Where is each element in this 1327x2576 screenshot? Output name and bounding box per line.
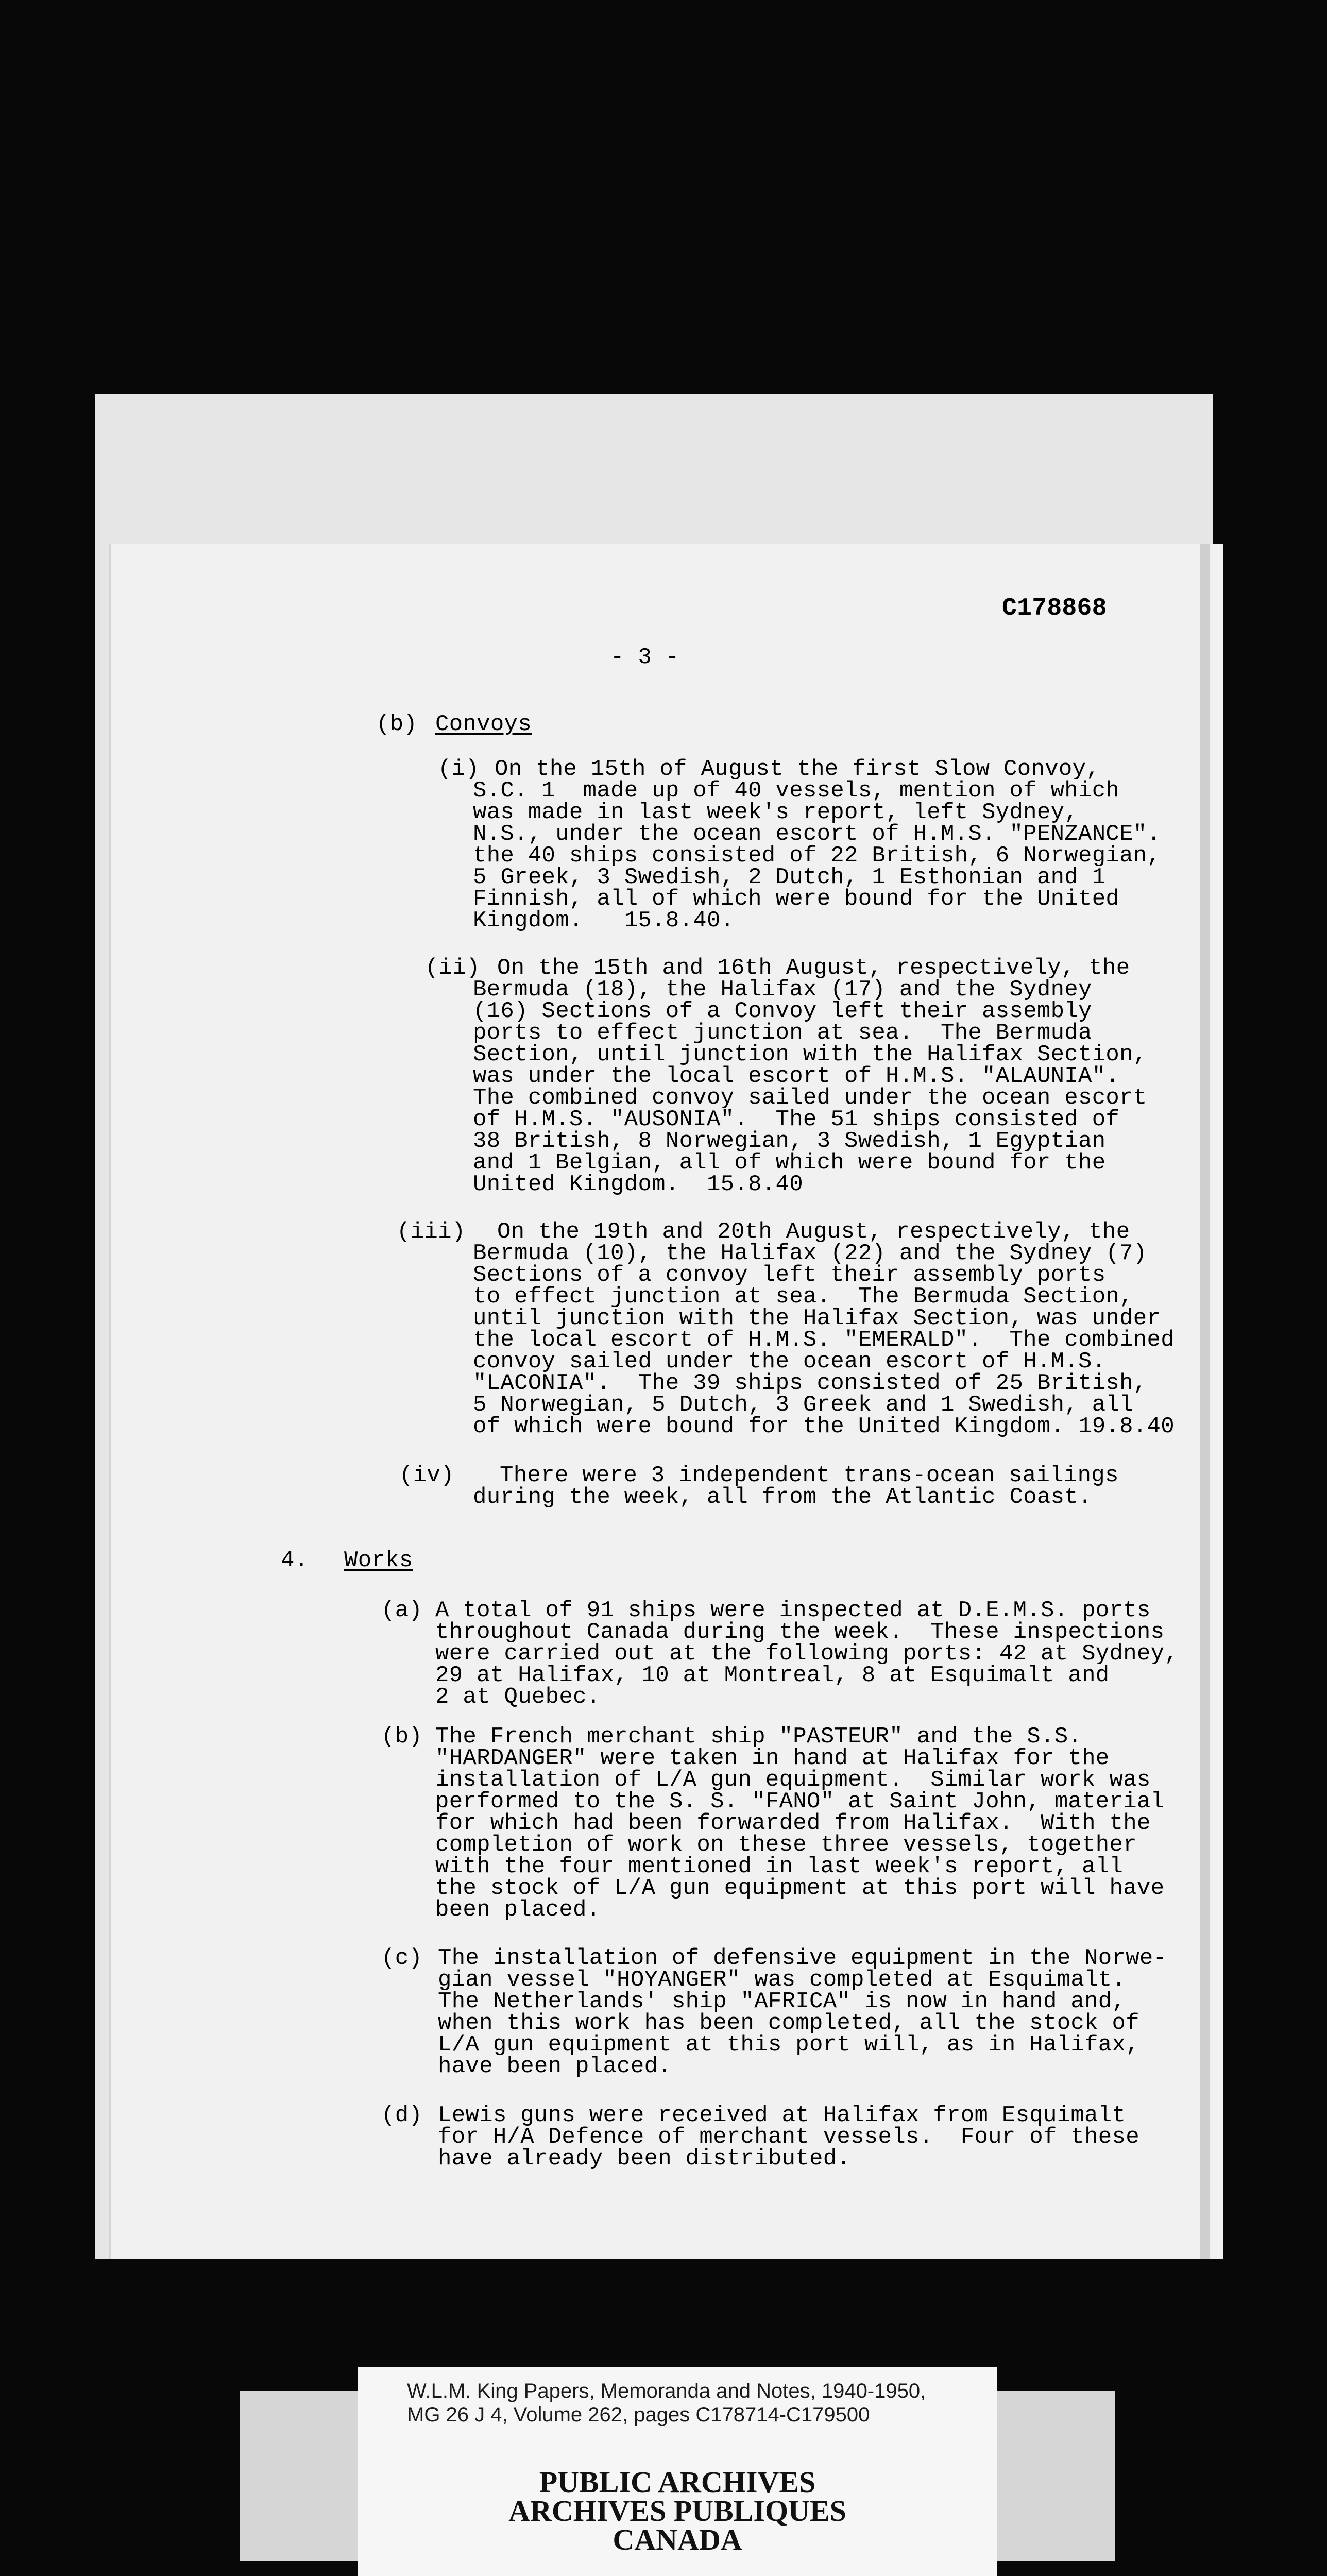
reference-number: C178868	[1002, 595, 1107, 622]
text-line: been placed.	[435, 1897, 601, 1923]
text-line: Section, until junction with the Halifax Section,	[473, 1042, 1147, 1067]
text-line: United Kingdom. 15.8.40	[473, 1172, 803, 1197]
text-line: of which were bound for the United Kingdom. 19.8.40	[473, 1414, 1175, 1439]
text-line: ports to effect junction at sea. The Bermuda	[473, 1020, 1092, 1046]
text-line: S.C. 1 made up of 40 vessels, mention of which	[473, 778, 1120, 804]
archive-citation-line: W.L.M. King Papers, Memoranda and Notes, 1940-1950,	[407, 2380, 926, 2402]
works-heading: Works	[344, 1548, 413, 1573]
text-line: The French merchant ship "PASTEUR" and the S.S.	[435, 1724, 1082, 1750]
text-line: to effect junction at sea. The Bermuda Section,	[473, 1284, 1133, 1310]
text-line: The Netherlands' ship "AFRICA" is now in hand and,	[438, 1989, 1126, 2014]
text-line: throughout Canada during the week. These inspections	[435, 1619, 1165, 1645]
text-line: "LACONIA". The 39 ships consisted of 25 British,	[473, 1370, 1147, 1396]
text-line: the 40 ships consisted of 22 British, 6 Norwegian,	[473, 843, 1161, 869]
text-line: N.S., under the ocean escort of H.M.S. "PENZANCE".	[473, 821, 1161, 847]
convoys-label: (b)	[376, 711, 418, 737]
text-line: Kingdom. 15.8.40.	[473, 908, 735, 934]
text-line: Bermuda (18), the Halifax (17) and the Sydney	[473, 977, 1092, 1003]
text-line: for which had been forwarded from Halifax. With the	[435, 1810, 1151, 1836]
text-line: the local escort of H.M.S. "EMERALD". The combined	[473, 1327, 1175, 1353]
page-edge	[1200, 544, 1210, 2259]
text-line: 5 Norwegian, 5 Dutch, 3 Greek and 1 Swedish, all	[473, 1392, 1133, 1418]
text-line: installation of L/A gun equipment. Similar work was	[435, 1767, 1151, 1793]
text-line: with the four mentioned in last week's report, all	[435, 1854, 1124, 1879]
page-number: - 3 -	[610, 645, 679, 670]
text-line: performed to the S. S. "FANO" at Saint John, material	[435, 1789, 1165, 1815]
text-line: during the week, all from the Atlantic Coast.	[473, 1484, 1092, 1510]
text-line: for H/A Defence of merchant vessels. Four of these	[438, 2124, 1139, 2150]
text-line: of H.M.S. "AUSONIA". The 51 ships consisted of	[473, 1107, 1120, 1132]
archive-stamp-line: PUBLIC ARCHIVES	[539, 2465, 816, 2499]
text-line: Bermuda (10), the Halifax (22) and the Sydney (7)	[473, 1241, 1147, 1266]
text-line: A total of 91 ships were inspected at D.E.M.S. ports	[435, 1598, 1151, 1623]
text-line: Sections of a convoy left their assembly ports	[473, 1262, 1106, 1288]
text-line: Lewis guns were received at Halifax from Esquimalt	[438, 2103, 1126, 2128]
text-line: when this work has been completed, all the stock of	[438, 2010, 1139, 2036]
archive-citation-line: MG 26 J 4, Volume 262, pages C178714-C179500	[407, 2403, 870, 2426]
convoy-item-number: (ii)	[425, 955, 480, 981]
convoy-item-number: (iv)	[399, 1463, 454, 1488]
text-line: 5 Greek, 3 Swedish, 2 Dutch, 1 Esthonian and 1	[473, 865, 1106, 890]
text-line: The combined convoy sailed under the ocean escort	[473, 1085, 1147, 1111]
archive-stamp-line: ARCHIVES PUBLIQUES	[508, 2494, 846, 2528]
text-line: gian vessel "HOYANGER" was completed at Esquimalt.	[438, 1967, 1126, 1993]
archive-stamp-line: CANADA	[613, 2523, 742, 2556]
convoy-item-number: (iii)	[397, 1219, 466, 1245]
text-line: L/A gun equipment at this port will, as in Halifax,	[438, 2032, 1139, 2058]
text-line: the stock of L/A gun equipment at this port will have	[435, 1875, 1165, 1901]
text-line: 38 British, 8 Norwegian, 3 Swedish, 1 Egyptian	[473, 1128, 1106, 1154]
text-line: On the 19th and 20th August, respectively, the	[497, 1219, 1130, 1245]
text-line: completion of work on these three vessels, together	[435, 1832, 1137, 1858]
text-line: convoy sailed under the ocean escort of H.M.S.	[473, 1349, 1106, 1375]
works-item-number: (c)	[381, 1945, 423, 1971]
text-line: until junction with the Halifax Section, was under	[473, 1306, 1161, 1331]
text-line: The installation of defensive equipment in the Norwe-	[438, 1945, 1167, 1971]
text-line: On the 15th of August the first Slow Convoy,	[495, 756, 1100, 782]
text-line: was under the local escort of H.M.S. "ALAUNIA".	[473, 1063, 1120, 1089]
text-line: have already been distributed.	[438, 2146, 851, 2172]
text-line: On the 15th and 16th August, respectively, the	[497, 955, 1130, 981]
text-line: was made in last week's report, left Sydney,	[473, 800, 1078, 825]
works-item-number: (a)	[381, 1598, 423, 1623]
convoy-item-number: (i)	[438, 756, 480, 782]
text-line: have been placed.	[438, 2054, 672, 2079]
text-line: Finnish, all of which were bound for the United	[473, 886, 1120, 912]
text-line: There were 3 independent trans-ocean sailings	[500, 1463, 1119, 1488]
text-line: 2 at Quebec.	[435, 1684, 601, 1710]
works-item-number: (d)	[381, 2103, 423, 2128]
works-item-number: (b)	[381, 1724, 423, 1750]
text-line: "HARDANGER" were taken in hand at Halifax for the	[435, 1745, 1110, 1771]
works-number: 4.	[281, 1548, 309, 1573]
convoys-heading: Convoys	[435, 711, 532, 737]
text-line: were carried out at the following ports: 42 at Sydney,	[435, 1641, 1179, 1667]
text-line: (16) Sections of a Convoy left their assembly	[473, 998, 1092, 1024]
text-line: 29 at Halifax, 10 at Montreal, 8 at Esquimalt and	[435, 1663, 1110, 1688]
text-line: and 1 Belgian, all of which were bound for the	[473, 1150, 1106, 1176]
